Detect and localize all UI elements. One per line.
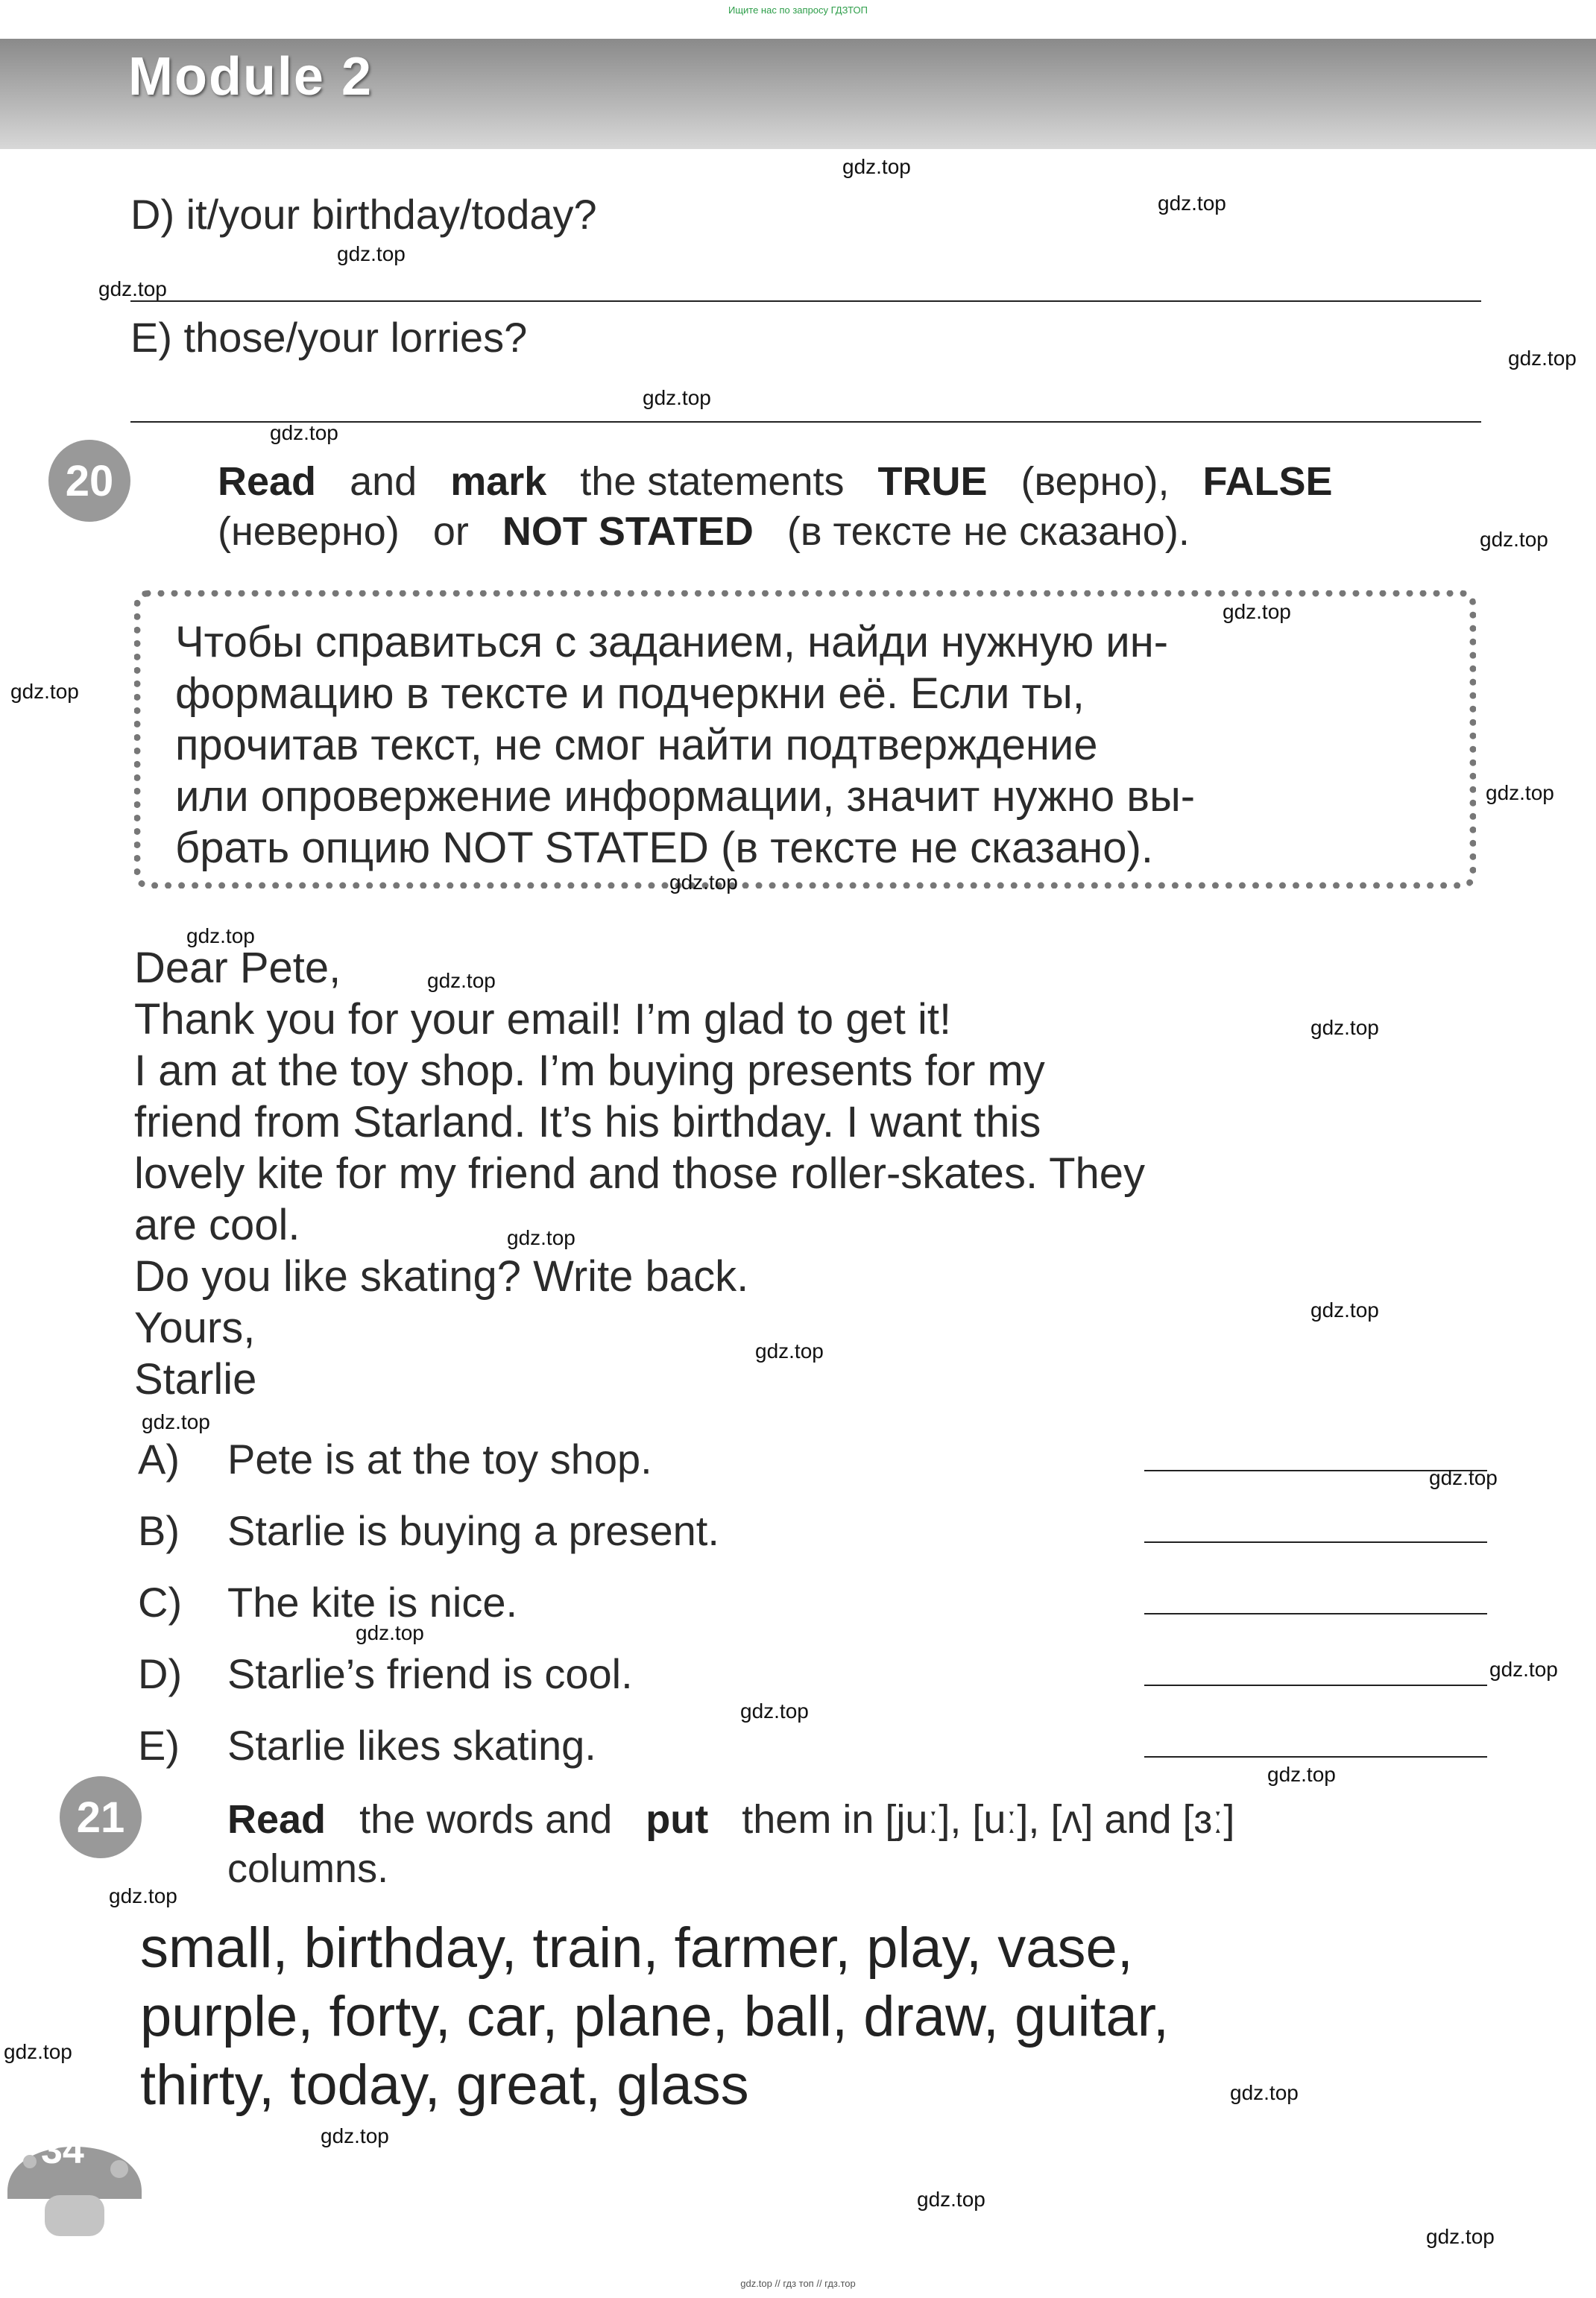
watermark: gdz.top	[1230, 2081, 1299, 2104]
instr-verno: (верно),	[1021, 459, 1170, 504]
module-title: Module 2	[128, 47, 373, 107]
watermark: gdz.top	[1426, 2225, 1495, 2248]
watermark: gdz.top	[321, 2124, 389, 2147]
watermark: gdz.top	[270, 421, 338, 444]
watermark: gdz.top	[740, 1699, 809, 1723]
letter-line-3: I am at the toy shop. I’m buying presents for my	[134, 1047, 1045, 1095]
watermark: gdz.top	[356, 1621, 424, 1644]
letter-line-4: friend from Starland. It’s his birthday. I want this	[134, 1098, 1041, 1146]
watermark: gdz.top	[507, 1226, 575, 1249]
instr-the-statements: the statements	[580, 459, 845, 504]
instr21-the-words-and: the words and	[359, 1797, 613, 1842]
instr-false: FALSE	[1202, 459, 1333, 504]
words-line-3: thirty, today, great, glass	[140, 2054, 749, 2117]
watermark: gdz.top	[1486, 781, 1554, 804]
watermark: gdz.top	[755, 1339, 824, 1363]
instr-skazano: (в тексте не сказано).	[786, 509, 1190, 554]
instr-not-stated: NOT STATED	[502, 509, 754, 554]
statement-d-text: Starlie’s friend is cool.	[227, 1650, 633, 1697]
answer-line-d-statement[interactable]	[1144, 1685, 1487, 1686]
instr21-read: Read	[227, 1797, 327, 1842]
ex20-instruction-line-2	[218, 508, 1190, 555]
ex21-instruction-line-1	[227, 1796, 1234, 1843]
watermark: gdz.top	[1310, 1016, 1379, 1039]
statement-e-text: Starlie likes skating.	[227, 1722, 596, 1769]
statement-d-letter: D)	[138, 1650, 183, 1697]
watermark: gdz.top	[1508, 347, 1577, 370]
bottom-site-link[interactable]: gdz.top // гдз топ // гдз.тор	[740, 2278, 856, 2289]
page-number: 34	[41, 2129, 84, 2172]
letter-line-5: lovely kite for my friend and those roller-skates. They	[134, 1149, 1146, 1198]
mushroom-page-icon	[0, 2102, 149, 2244]
words-line-1: small, birthday, train, farmer, play, vase,	[140, 1916, 1133, 1980]
tip-line-4: или опровержение информации, значит нужно вы-	[175, 772, 1196, 821]
statement-b-text: Starlie is buying a present.	[227, 1507, 719, 1554]
instr-true: TRUE	[877, 459, 988, 504]
tip-line-1: Чтобы справиться с заданием, найди нужную ин-	[175, 618, 1169, 666]
letter-line-6: are cool.	[134, 1201, 300, 1249]
answer-line-c[interactable]	[1144, 1613, 1487, 1614]
exercise-number-badge-21: 21	[60, 1776, 142, 1858]
statement-e-letter: E)	[138, 1722, 180, 1769]
statement-a-text: Pete is at the toy shop.	[227, 1436, 652, 1483]
statement-c-text: The kite is nice.	[227, 1579, 518, 1626]
letter-line-8: Yours,	[134, 1304, 256, 1352]
letter-line-1: Dear Pete,	[134, 944, 341, 992]
watermark: gdz.top	[337, 242, 406, 265]
answer-line-d[interactable]	[130, 300, 1481, 302]
instr21-rest: them in [juː], [uː], [ʌ] and [ɜː]	[742, 1797, 1235, 1842]
watermark: gdz.top	[842, 155, 911, 178]
statement-c-letter: C)	[138, 1579, 183, 1626]
top-search-link[interactable]: Ищите нас по запросу ГДЗТОП	[728, 4, 868, 16]
watermark: gdz.top	[1158, 192, 1226, 215]
watermark: gdz.top	[1223, 600, 1291, 623]
watermark: gdz.top	[669, 871, 738, 894]
words-line-2: purple, forty, car, plane, ball, draw, guitar,	[140, 1985, 1170, 2048]
instr21-put: put	[646, 1797, 709, 1842]
watermark: gdz.top	[186, 924, 255, 947]
instr-or: or	[432, 509, 469, 554]
watermark: gdz.top	[4, 2040, 72, 2063]
letter-line-7: Do you like skating? Write back.	[134, 1252, 749, 1301]
watermark: gdz.top	[1310, 1298, 1379, 1322]
tip-line-5: брать опцию NOT STATED (в тексте не сказано).	[175, 824, 1153, 872]
exercise-number-badge-20: 20	[48, 440, 130, 522]
answer-line-b[interactable]	[1144, 1541, 1487, 1543]
watermark: gdz.top	[1267, 1763, 1336, 1786]
ex19-item-e: E) those/your lorries?	[130, 314, 528, 361]
instr-mark: mark	[450, 459, 547, 504]
tip-line-3: прочитав текст, не смог найти подтверждение	[175, 721, 1098, 769]
watermark: gdz.top	[917, 2188, 985, 2211]
watermark: gdz.top	[1489, 1658, 1558, 1681]
ex21-instruction-line-2: columns.	[227, 1846, 389, 1891]
tip-line-2: формацию в тексте и подчеркни её. Если ты,	[175, 669, 1085, 718]
watermark: gdz.top	[643, 386, 711, 409]
watermark: gdz.top	[1429, 1466, 1498, 1489]
watermark: gdz.top	[10, 680, 79, 703]
watermark: gdz.top	[1480, 528, 1548, 551]
statement-b-letter: B)	[138, 1507, 180, 1554]
statement-a-letter: A)	[138, 1436, 180, 1483]
ex19-item-d: D) it/your birthday/today?	[130, 191, 597, 238]
instr-neverno: (неверно)	[218, 509, 400, 554]
instr-and: and	[350, 459, 417, 504]
answer-line-e-statement[interactable]	[1144, 1756, 1487, 1758]
ex20-instruction-line-1	[218, 458, 1333, 505]
watermark: gdz.top	[109, 1884, 177, 1907]
letter-line-9: Starlie	[134, 1355, 257, 1404]
watermark: gdz.top	[142, 1410, 210, 1433]
watermark: gdz.top	[98, 277, 167, 300]
watermark: gdz.top	[427, 969, 496, 992]
instr-read: Read	[218, 459, 317, 504]
letter-line-2: Thank you for your email! I’m glad to get it!	[134, 995, 952, 1044]
